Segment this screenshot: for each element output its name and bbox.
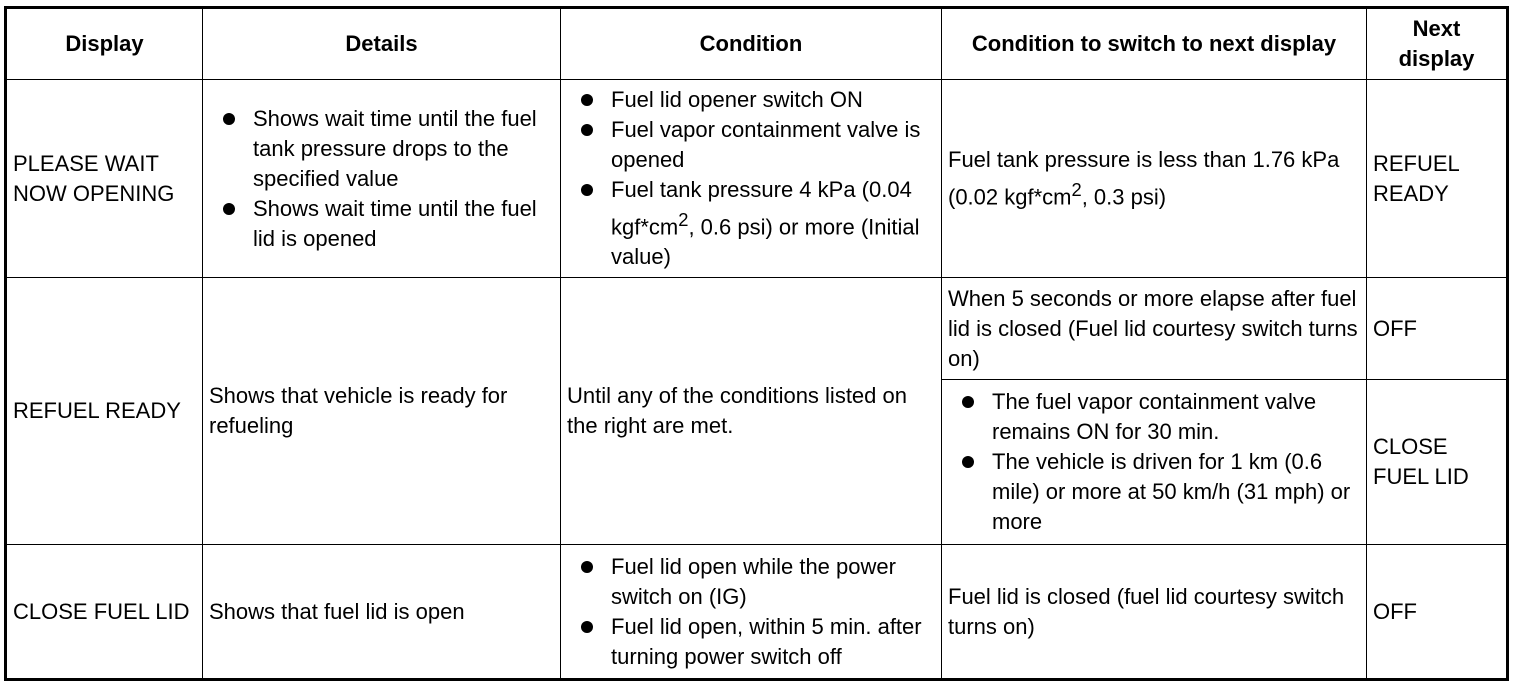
row2-details: Shows that vehicle is ready for refueling [203, 278, 561, 545]
row3-display: CLOSE FUEL LID [6, 545, 203, 680]
row3-details: Shows that fuel lid is open [203, 545, 561, 680]
header-row [6, 8, 1508, 80]
fuel-lid-display-table [4, 6, 1509, 681]
row2a-switch-condition: When 5 seconds or more elapse after fuel lid is closed (Fuel lid courtesy switch turns on) [942, 278, 1367, 380]
row1-condition-item [611, 175, 935, 272]
condition-text: Fuel tank pressure 4 kPa (0.04 kgf*cm [611, 176, 912, 240]
row1-details [203, 80, 561, 278]
row1-switch-condition [942, 80, 1367, 278]
row3-next-display: OFF [1367, 545, 1508, 680]
row2b-next-display: CLOSE FUEL LID [1367, 380, 1508, 545]
row3-switch-condition: Fuel lid is closed (fuel lid courtesy switch turns on) [942, 545, 1367, 680]
row2-display: REFUEL READY [6, 278, 203, 545]
header-display: Display [6, 8, 203, 80]
row2-condition: Until any of the conditions listed on the right are met. [561, 278, 942, 545]
row1-details-item: Shows wait time until the fuel lid is opened [253, 194, 554, 254]
row2b-switch-item: The vehicle is driven for 1 km (0.6 mile) or more at 50 km/h (31 mph) or more [992, 447, 1360, 537]
superscript: 2 [678, 208, 689, 230]
row1-next-display: REFUEL READY [1367, 80, 1508, 278]
row1-condition-item: Fuel lid opener switch ON [611, 85, 935, 115]
row2b-switch-condition [942, 380, 1367, 545]
table-row [6, 545, 1508, 680]
table-row [6, 80, 1508, 278]
table-row [6, 278, 1508, 380]
header-switch-condition: Condition to switch to next display [942, 8, 1367, 80]
row2a-next-display: OFF [1367, 278, 1508, 380]
switch-text: , 0.3 psi) [1081, 184, 1167, 210]
superscript: 2 [1071, 178, 1082, 200]
row1-condition-item: Fuel vapor containment valve is opened [611, 115, 935, 175]
row3-condition [561, 545, 942, 680]
header-details: Details [203, 8, 561, 80]
row1-display: PLEASE WAIT NOW OPENING [6, 80, 203, 278]
header-condition: Condition [561, 8, 942, 80]
switch-text: Fuel tank pressure is less than 1.76 kPa (0.02 kgf*cm [948, 146, 1340, 210]
row3-condition-item: Fuel lid open, within 5 min. after turning power switch off [611, 612, 935, 672]
row3-condition-item: Fuel lid open while the power switch on (IG) [611, 552, 935, 612]
row1-condition [561, 80, 942, 278]
header-next-display: Next display [1367, 8, 1508, 80]
row2b-switch-item: The fuel vapor containment valve remains ON for 30 min. [992, 387, 1360, 447]
row1-details-item: Shows wait time until the fuel tank pressure drops to the specified value [253, 104, 554, 194]
condition-text: , 0.6 psi) or more (Initial value) [611, 214, 920, 270]
